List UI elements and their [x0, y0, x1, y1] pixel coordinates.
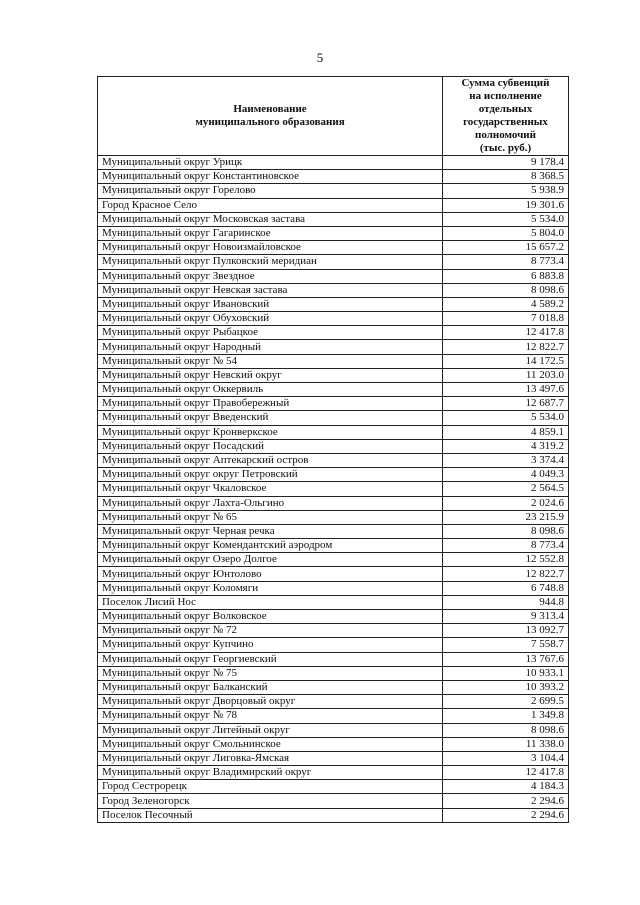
table-row [98, 439, 569, 453]
table-row [98, 652, 569, 666]
municipality-name-cell: Город Зеленогорск [98, 794, 443, 808]
municipality-name-cell: Муниципальный округ Народный [98, 340, 443, 354]
subsidy-amount-cell: 7 558.7 [443, 638, 569, 652]
subsidy-amount-cell: 2 024.6 [443, 496, 569, 510]
table-row [98, 581, 569, 595]
municipality-name-cell: Муниципальный округ Гагаринское [98, 226, 443, 240]
column-header-sum [443, 77, 569, 156]
municipality-name-cell: Муниципальный округ Чкаловское [98, 482, 443, 496]
municipality-name-cell: Поселок Песочный [98, 808, 443, 822]
subsidy-amount-cell: 9 313.4 [443, 610, 569, 624]
column-header-sum-line: (тыс. руб.) [479, 142, 532, 154]
subsidy-amount-cell: 5 804.0 [443, 226, 569, 240]
subsidy-amount-cell: 12 417.8 [443, 326, 569, 340]
municipality-name-cell: Муниципальный округ Новоизмайловское [98, 241, 443, 255]
subsidy-amount-cell: 1 349.8 [443, 709, 569, 723]
table-row [98, 425, 569, 439]
column-header-sum-line: на исполнение [469, 90, 542, 102]
column-header-name-line: Наименование [233, 103, 307, 115]
subsidy-amount-cell: 8 773.4 [443, 539, 569, 553]
municipality-name-cell: Муниципальный округ Кронверкское [98, 425, 443, 439]
municipality-name-cell: Муниципальный округ Озеро Долгое [98, 553, 443, 567]
table-row [98, 283, 569, 297]
subsidy-amount-cell: 8 098.6 [443, 524, 569, 538]
subsidy-amount-cell: 2 294.6 [443, 794, 569, 808]
table-row [98, 539, 569, 553]
municipality-name-cell: Город Сестрорецк [98, 780, 443, 794]
municipality-name-cell: Муниципальный округ Введенский [98, 411, 443, 425]
subsidy-amount-cell: 4 859.1 [443, 425, 569, 439]
subsidy-amount-cell: 23 215.9 [443, 510, 569, 524]
table-row [98, 226, 569, 240]
subsidy-amount-cell: 944.8 [443, 595, 569, 609]
subsidy-amount-cell: 4 184.3 [443, 780, 569, 794]
subsidy-amount-cell: 19 301.6 [443, 198, 569, 212]
subsidy-amount-cell: 4 319.2 [443, 439, 569, 453]
table-row [98, 638, 569, 652]
municipality-name-cell: Муниципальный округ Волковское [98, 610, 443, 624]
subsidy-amount-cell: 13 497.6 [443, 383, 569, 397]
subsidy-amount-cell: 11 203.0 [443, 368, 569, 382]
subsidy-amount-cell: 11 338.0 [443, 737, 569, 751]
subsidy-amount-cell: 12 417.8 [443, 766, 569, 780]
table-body [98, 156, 569, 823]
subsidy-amount-cell: 5 534.0 [443, 411, 569, 425]
table-row [98, 496, 569, 510]
table-row [98, 751, 569, 765]
subsidy-amount-cell: 12 552.8 [443, 553, 569, 567]
municipality-name-cell: Муниципальный округ Смольнинское [98, 737, 443, 751]
table-row [98, 411, 569, 425]
table-row [98, 170, 569, 184]
municipality-name-cell: Муниципальный округ Комендантский аэродром [98, 539, 443, 553]
municipality-name-cell: Муниципальный округ Урицк [98, 156, 443, 170]
table-row [98, 326, 569, 340]
municipality-name-cell: Муниципальный округ Дворцовый округ [98, 695, 443, 709]
subsidy-amount-cell: 8 368.5 [443, 170, 569, 184]
column-header-name-line: муниципального образования [195, 116, 345, 128]
subsidy-amount-cell: 7 018.8 [443, 312, 569, 326]
table-row [98, 241, 569, 255]
table-row [98, 680, 569, 694]
subsidy-amount-cell: 6 883.8 [443, 269, 569, 283]
table-row [98, 610, 569, 624]
table-row [98, 780, 569, 794]
municipality-name-cell: Муниципальный округ Коломяги [98, 581, 443, 595]
table-row [98, 156, 569, 170]
municipality-name-cell: Муниципальный округ Горелово [98, 184, 443, 198]
table-row [98, 553, 569, 567]
municipality-name-cell: Муниципальный округ № 78 [98, 709, 443, 723]
table-row [98, 297, 569, 311]
subsidy-amount-cell: 14 172.5 [443, 354, 569, 368]
municipality-name-cell: Муниципальный округ Обуховский [98, 312, 443, 326]
table-row [98, 567, 569, 581]
subsidy-amount-cell: 8 098.6 [443, 723, 569, 737]
column-header-name [98, 77, 443, 156]
table-row [98, 269, 569, 283]
municipality-name-cell: Муниципальный округ Аптекарский остров [98, 453, 443, 467]
subsidy-amount-cell: 5 534.0 [443, 212, 569, 226]
subsidy-amount-cell: 8 098.6 [443, 283, 569, 297]
table-row [98, 595, 569, 609]
municipality-name-cell: Муниципальный округ № 72 [98, 624, 443, 638]
subsidy-amount-cell: 12 822.7 [443, 567, 569, 581]
subsidy-amount-cell: 12 687.7 [443, 397, 569, 411]
table-row [98, 766, 569, 780]
municipality-name-cell: Муниципальный округ Рыбацкое [98, 326, 443, 340]
table-row [98, 312, 569, 326]
table-row [98, 482, 569, 496]
subsidy-amount-cell: 12 822.7 [443, 340, 569, 354]
column-header-sum-line: государственных [463, 116, 548, 128]
municipality-name-cell: Муниципальный округ Юнтолово [98, 567, 443, 581]
municipality-name-cell: Муниципальный округ Купчино [98, 638, 443, 652]
municipality-name-cell: Муниципальный округ Владимирский округ [98, 766, 443, 780]
table-row [98, 397, 569, 411]
subsidy-amount-cell: 2 564.5 [443, 482, 569, 496]
subsidy-amount-cell: 8 773.4 [443, 255, 569, 269]
subsidy-amount-cell: 4 049.3 [443, 468, 569, 482]
column-header-sum-line: отдельных [478, 103, 533, 115]
table-row [98, 184, 569, 198]
municipality-name-cell: Муниципальный округ Звездное [98, 269, 443, 283]
municipality-name-cell: Муниципальный округ Оккервиль [98, 383, 443, 397]
subsidy-amount-cell: 3 104.4 [443, 751, 569, 765]
municipality-name-cell: Муниципальный округ № 75 [98, 666, 443, 680]
table-row [98, 524, 569, 538]
municipality-name-cell: Муниципальный округ Московская застава [98, 212, 443, 226]
municipality-name-cell: Муниципальный округ Лахта-Ольгино [98, 496, 443, 510]
municipality-name-cell: Муниципальный округ Невская застава [98, 283, 443, 297]
municipality-name-cell: Муниципальный округ Ивановский [98, 297, 443, 311]
municipality-name-cell: Муниципальный округ № 54 [98, 354, 443, 368]
table-row [98, 695, 569, 709]
table-row [98, 723, 569, 737]
municipality-name-cell: Муниципальный округ Посадский [98, 439, 443, 453]
subsidy-amount-cell: 2 699.5 [443, 695, 569, 709]
municipality-name-cell: Муниципальный округ Константиновское [98, 170, 443, 184]
municipality-name-cell: Муниципальный округ Литейный округ [98, 723, 443, 737]
municipality-name-cell: Муниципальный округ Черная речка [98, 524, 443, 538]
table-row [98, 354, 569, 368]
municipality-name-cell: Муниципальный округ № 65 [98, 510, 443, 524]
municipality-name-cell: Поселок Лисий Нос [98, 595, 443, 609]
municipality-name-cell: Муниципальный округ Лиговка-Ямская [98, 751, 443, 765]
municipality-name-cell: Муниципальный округ Балканский [98, 680, 443, 694]
column-header-sum-line: полномочий [475, 129, 536, 141]
table-row [98, 340, 569, 354]
subsidy-amount-cell: 13 767.6 [443, 652, 569, 666]
subsidy-amount-cell: 10 393.2 [443, 680, 569, 694]
subsidy-amount-cell: 3 374.4 [443, 453, 569, 467]
municipality-name-cell: Муниципальный округ Правобережный [98, 397, 443, 411]
table-row [98, 383, 569, 397]
subsidy-amount-cell: 13 092.7 [443, 624, 569, 638]
table-row [98, 198, 569, 212]
table-row [98, 212, 569, 226]
subsidy-amount-cell: 15 657.2 [443, 241, 569, 255]
subsidy-amount-cell: 6 748.8 [443, 581, 569, 595]
subsidy-amount-cell: 4 589.2 [443, 297, 569, 311]
municipality-name-cell: Город Красное Село [98, 198, 443, 212]
table-row [98, 666, 569, 680]
page-number: 5 [316, 50, 324, 65]
table-row [98, 709, 569, 723]
municipality-name-cell: Муниципальный округ округ Петровский [98, 468, 443, 482]
table-row [98, 453, 569, 467]
municipality-name-cell: Муниципальный округ Георгиевский [98, 652, 443, 666]
table-row [98, 368, 569, 382]
table-row [98, 255, 569, 269]
subsidy-amount-cell: 2 294.6 [443, 808, 569, 822]
table-header-row [98, 77, 569, 156]
subsidy-amount-cell: 10 933.1 [443, 666, 569, 680]
table-row [98, 624, 569, 638]
table-row [98, 808, 569, 822]
column-header-sum-line: Сумма субвенций [461, 77, 550, 89]
table-row [98, 468, 569, 482]
municipality-name-cell: Муниципальный округ Невский округ [98, 368, 443, 382]
table-row [98, 794, 569, 808]
table-row [98, 737, 569, 751]
subsidy-amount-cell: 9 178.4 [443, 156, 569, 170]
subsidy-table [97, 76, 569, 823]
subsidy-amount-cell: 5 938.9 [443, 184, 569, 198]
table-row [98, 510, 569, 524]
municipality-name-cell: Муниципальный округ Пулковский меридиан [98, 255, 443, 269]
